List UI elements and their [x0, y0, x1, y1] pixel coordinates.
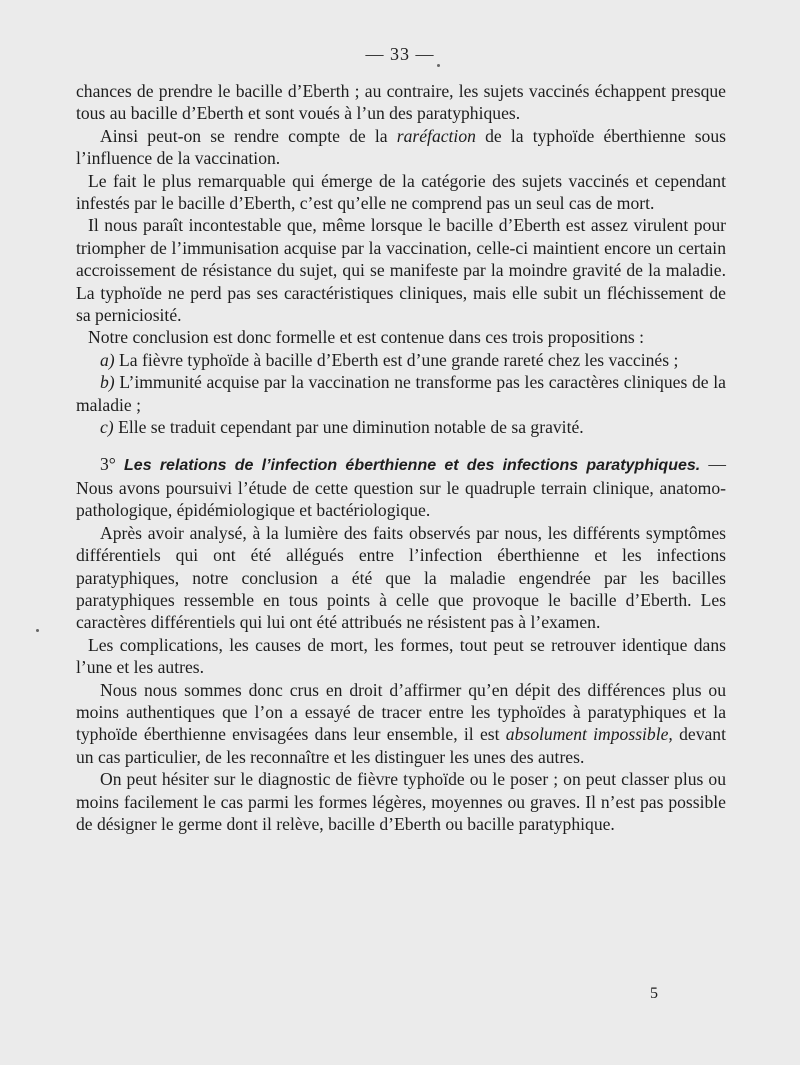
section-number: 3°: [100, 453, 116, 474]
emphasis: raréfaction: [396, 125, 476, 146]
section-heading-paragraph: [76, 453, 726, 522]
text-run: Nous nous sommes donc crus en droit d’affirmer qu’en dépit des différences plus ou moins authentiques que l’on a essayé de tracer entre les typhoïdes à paratyphiques et la typhoïde éberthienne envisagées dans leur ensemble, il est: [76, 679, 726, 745]
list-marker: a): [100, 349, 115, 370]
list-item: [76, 371, 726, 416]
section-title: Les relations de l’infection éberthienne et des infections paratyphiques.: [124, 456, 701, 474]
text-run: de la typhoïde éberthienne sous l’influence de la vaccination.: [76, 125, 726, 169]
paragraph: [76, 125, 726, 170]
signature-mark: 5: [650, 985, 658, 1002]
section-dash: —: [700, 453, 726, 474]
paragraph: Le fait le plus remarquable qui émerge de la catégorie des sujets vaccinés et cependant infestés par le bacille d’Eberth, c’est qu’elle ne comprend pas un seul cas de mort.: [76, 170, 726, 214]
text-run: devant un cas particulier, de les reconnaître et les distinguer les unes des autres.: [76, 724, 726, 767]
section-intro: Nous avons poursuivi l’étude de cette question sur le quadruple terrain clinique, anatomo-pathologique, épidémiologique et bactériologique.: [76, 477, 726, 521]
list-marker: c): [100, 417, 114, 438]
paragraph: chances de prendre le bacille d’Eberth ; au contraire, les sujets vaccinés échappent presque tous au bacille d’Eberth et sont voués à l’un des paratyphiques.: [76, 81, 726, 124]
page-number: — 33 —: [365, 44, 435, 64]
paragraph: Notre conclusion est donc formelle et est contenue dans ces trois propositions :: [88, 327, 645, 348]
list-text: Elle se traduit cependant par une diminution notable de sa gravité.: [113, 417, 584, 438]
paragraph: On peut hésiter sur le diagnostic de fièvre typhoïde ou le poser ; on peut classer plus ou moins facilement le cas parmi les formes légères, moyennes ou graves. Il n’est pas possible de désigner le germe dont il relève, bacille d’Eberth ou bacille paratyphique.: [76, 769, 726, 834]
list-text: La fièvre typhoïde à bacille d’Eberth est d’une grande rareté chez les vaccinés ;: [114, 349, 679, 370]
paper-speck: [36, 629, 39, 632]
list-marker: b): [100, 372, 115, 393]
list-item: [76, 349, 726, 371]
list-text: L’immunité acquise par la vaccination ne transforme pas les caractères cliniques de la maladie ;: [76, 372, 726, 415]
text-run: Ainsi peut-on se rendre compte de la: [100, 125, 397, 146]
body-text: [76, 80, 726, 835]
paragraph: Les complications, les causes de mort, les formes, tout peut se retrouver identique dans l’une et les autres.: [76, 634, 726, 678]
paragraph: Il nous paraît incontestable que, même lorsque le bacille d’Eberth est assez virulent pour triompher de l’immunisation acquise par la vaccination, celle-ci maintient encore un certain accroissement de résistance du sujet, qui se manifeste par la moindre gravité de la maladie. La typhoïde ne perd pas ses caractéristiques cliniques, mais elle subit un fléchissement de sa perniciosité.: [76, 215, 726, 326]
paragraph: Après avoir analysé, à la lumière des faits observés par nous, les différents symptômes différentiels qui ont été allégués entre l’infection éberthienne et les infections paratyphiques, notre conclusion a été que la maladie engendrée par les bacilles paratyphiques ressemble en tous points à celle que provoque le bacille d’Eberth. Les caractères différentiels qui lui ont été attribués ne résistent pas à l’examen.: [76, 522, 726, 633]
paragraph: [76, 679, 726, 769]
emphasis: absolument impossible,: [505, 724, 673, 745]
paper-speck: [437, 64, 440, 67]
list-item: [76, 416, 726, 438]
